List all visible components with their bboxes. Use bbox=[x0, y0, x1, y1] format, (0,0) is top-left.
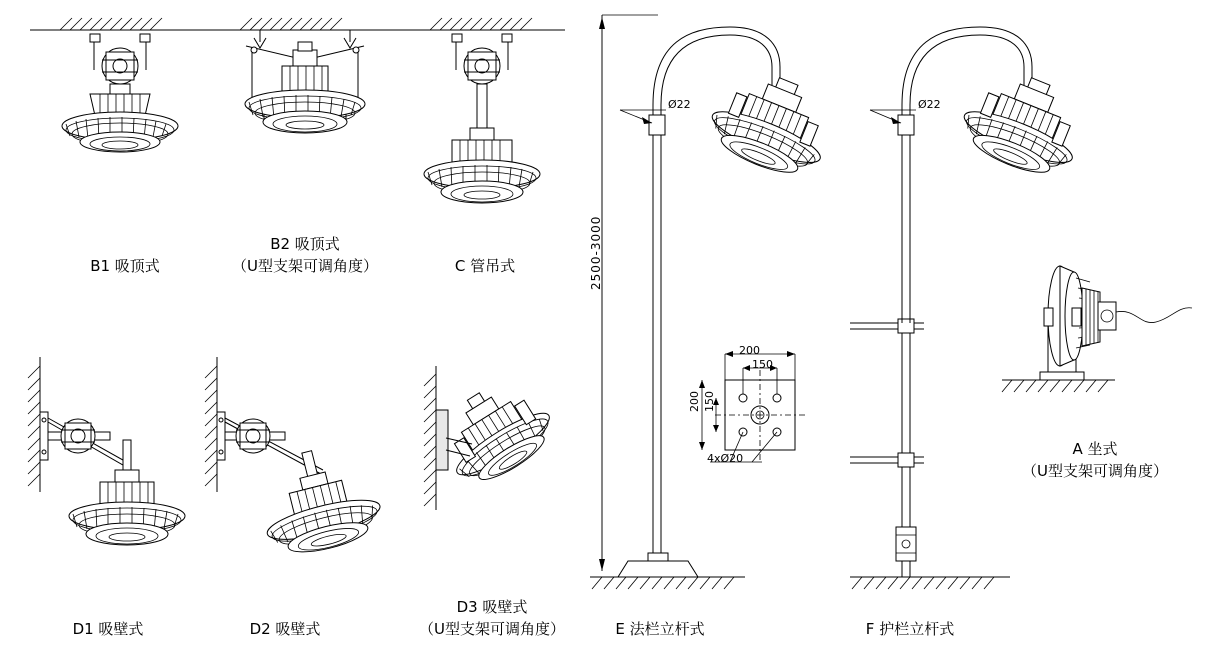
caption-b2-line1: B2 吸顶式 bbox=[270, 235, 340, 253]
caption-c: C 管吊式 bbox=[454, 257, 516, 275]
figure-e bbox=[580, 5, 820, 605]
dim-plate-outer-height: 200 bbox=[688, 391, 701, 412]
caption-d1: D1 吸壁式 bbox=[72, 620, 144, 638]
dim-plate-outer-width: 200 bbox=[739, 344, 760, 357]
figure-d2 bbox=[195, 352, 405, 582]
caption-d2: D2 吸壁式 bbox=[249, 620, 321, 638]
dim-pole-height: 2500-3000 bbox=[589, 215, 603, 290]
dim-plate-holes: 4xØ20 bbox=[707, 452, 744, 465]
figure-d1 bbox=[18, 352, 218, 582]
caption-e: E 法栏立杆式 bbox=[615, 620, 705, 638]
caption-b1: B1 吸顶式 bbox=[90, 257, 160, 275]
figure-b2 bbox=[190, 8, 420, 218]
caption-a-line2: （U型支架可调角度） bbox=[1022, 462, 1168, 480]
dim-plate-inner-height: 150 bbox=[703, 391, 716, 412]
figure-c bbox=[390, 8, 580, 223]
caption-b2-line2: （U型支架可调角度） bbox=[232, 257, 378, 275]
caption-d3-line1: D3 吸壁式 bbox=[456, 598, 528, 616]
dim-plate-inner-width: 150 bbox=[752, 358, 773, 371]
caption-a bbox=[985, 438, 1205, 482]
figure-a bbox=[990, 250, 1200, 410]
caption-a-line1: A 坐式 bbox=[1072, 440, 1118, 458]
figure-d3 bbox=[400, 360, 600, 560]
dim-pole-diameter-e: Ø22 bbox=[668, 98, 691, 111]
caption-d3-line2: （U型支架可调角度） bbox=[419, 620, 565, 638]
dim-pole-diameter-f: Ø22 bbox=[918, 98, 941, 111]
caption-b2 bbox=[185, 233, 425, 277]
caption-f: F 护栏立杆式 bbox=[865, 620, 955, 638]
